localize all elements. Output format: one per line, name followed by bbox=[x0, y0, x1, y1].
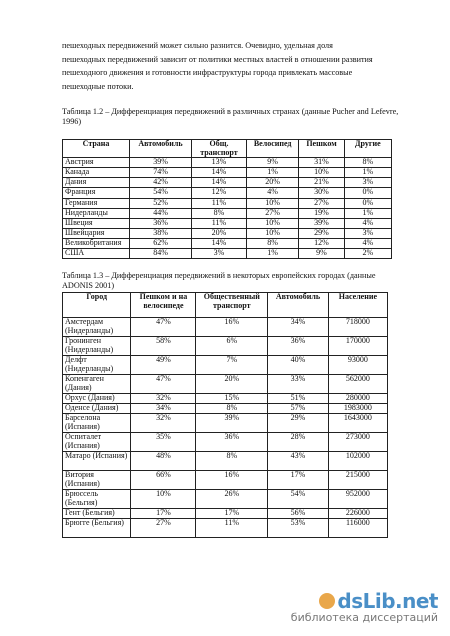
table-cell: 17% bbox=[131, 509, 196, 519]
table-cell: 84% bbox=[130, 249, 192, 259]
table-cell: 36% bbox=[130, 218, 192, 228]
table-cell: 0% bbox=[344, 198, 391, 208]
table-cell: 280000 bbox=[328, 394, 387, 404]
row-label-cell: Барселона (Испания) bbox=[63, 414, 131, 433]
table-row bbox=[63, 414, 388, 433]
table-cell: 93000 bbox=[328, 356, 387, 375]
table-cell: 47% bbox=[131, 375, 196, 394]
table-row bbox=[63, 490, 388, 509]
table-row bbox=[63, 158, 392, 168]
row-label-cell: Австрия bbox=[63, 158, 130, 168]
table-row bbox=[63, 519, 388, 538]
table-header-cell: Автомобиль bbox=[130, 140, 192, 158]
table-row bbox=[63, 375, 388, 394]
table-row bbox=[63, 452, 388, 471]
table-cell: 74% bbox=[130, 168, 192, 178]
row-label-cell: Нидерланды bbox=[63, 208, 130, 218]
table-cell: 29% bbox=[299, 228, 344, 238]
table-cell: 8% bbox=[344, 158, 391, 168]
table-cell: 3% bbox=[344, 178, 391, 188]
row-label-cell: Франция bbox=[63, 188, 130, 198]
table-row bbox=[63, 168, 392, 178]
table-cell: 9% bbox=[299, 249, 344, 259]
table-cell: 11% bbox=[191, 218, 246, 228]
table-cell: 17% bbox=[268, 471, 329, 490]
table-cell: 7% bbox=[196, 356, 268, 375]
table-cell: 39% bbox=[196, 414, 268, 433]
table-cell: 51% bbox=[268, 394, 329, 404]
table-cell: 56% bbox=[268, 509, 329, 519]
table-cell: 62% bbox=[130, 238, 192, 248]
table-cell: 40% bbox=[268, 356, 329, 375]
table-cell: 53% bbox=[268, 519, 329, 538]
table-row bbox=[63, 249, 392, 259]
table-row bbox=[63, 509, 388, 519]
table-cell: 27% bbox=[299, 198, 344, 208]
row-label-cell: Копенгаген (Дания) bbox=[63, 375, 131, 394]
table-cell: 20% bbox=[196, 375, 268, 394]
table-cell: 32% bbox=[131, 414, 196, 433]
table-header-cell: Страна bbox=[63, 140, 130, 158]
table-row bbox=[63, 356, 388, 375]
table-cell: 49% bbox=[131, 356, 196, 375]
table-row bbox=[63, 404, 388, 414]
paragraph-line: пешеходных передвижений может сильно разнится. Очевидно, удельная доля bbox=[62, 41, 333, 50]
row-label-cell: Брюссель (Бельгия) bbox=[63, 490, 131, 509]
row-label-cell: Оспиталет (Испания) bbox=[63, 433, 131, 452]
table-cell: 6% bbox=[196, 337, 268, 356]
table-cell: 4% bbox=[246, 188, 298, 198]
table-row bbox=[63, 394, 388, 404]
paragraph-line: пешеходного движения и готовности инфраструктуры города привлекать массовые bbox=[62, 68, 353, 78]
table2-caption: Таблица 1.3 – Дифференциация передвижений в некоторых европейских городах (данные ADONIS 2001) bbox=[62, 271, 376, 290]
table-cell: 32% bbox=[131, 394, 196, 404]
table-row bbox=[63, 188, 392, 198]
row-label-cell: Дания bbox=[63, 178, 130, 188]
table-cell: 27% bbox=[131, 519, 196, 538]
paragraph-line: пешеходных передвижений зависит от политики местных властей в отношении развития bbox=[62, 54, 373, 64]
row-label-cell: Гронинген (Нидерланды) bbox=[63, 337, 131, 356]
table-cell: 952000 bbox=[328, 490, 387, 509]
table-header-cell: Пешком и на велосипеде bbox=[131, 293, 196, 318]
table-cell: 718000 bbox=[328, 318, 387, 337]
table-cell: 48% bbox=[131, 452, 196, 471]
paragraph-line: пешеходные потоки. bbox=[62, 81, 134, 91]
table-cell: 54% bbox=[130, 188, 192, 198]
table-row bbox=[63, 337, 388, 356]
table-country-travel-split bbox=[62, 139, 392, 259]
table-cell: 12% bbox=[191, 188, 246, 198]
row-label-cell: Матаро (Испания) bbox=[63, 452, 131, 471]
table-cell: 27% bbox=[246, 208, 298, 218]
watermark-logo bbox=[291, 589, 438, 624]
table-cell: 10% bbox=[246, 228, 298, 238]
row-label-cell: Великобритания bbox=[63, 238, 130, 248]
table-row bbox=[63, 208, 392, 218]
table-cell: 10% bbox=[299, 168, 344, 178]
table-cell: 13% bbox=[191, 158, 246, 168]
table-cell: 273000 bbox=[328, 433, 387, 452]
table-cell: 52% bbox=[130, 198, 192, 208]
table-cell: 21% bbox=[299, 178, 344, 188]
table1-caption: Таблица 1.2 – Дифференциация передвижений в различных странах (данные Pucher and Lefevre, 1996) bbox=[62, 107, 399, 126]
table-cell: 31% bbox=[299, 158, 344, 168]
table-cell: 19% bbox=[299, 208, 344, 218]
table-cell: 28% bbox=[268, 433, 329, 452]
table-cell: 10% bbox=[246, 198, 298, 208]
table-cell: 39% bbox=[130, 158, 192, 168]
row-label-cell: Швеция bbox=[63, 218, 130, 228]
row-label-cell: Оденсе (Дания) bbox=[63, 404, 131, 414]
table-header-cell: Общественный транспорт bbox=[196, 293, 268, 318]
table-cell: 8% bbox=[196, 404, 268, 414]
table-cell: 10% bbox=[131, 490, 196, 509]
table-cell: 39% bbox=[299, 218, 344, 228]
table-cell: 1% bbox=[344, 168, 391, 178]
table-cell: 4% bbox=[344, 218, 391, 228]
table-cell: 16% bbox=[196, 318, 268, 337]
row-label-cell: США bbox=[63, 249, 130, 259]
table-cell: 10% bbox=[246, 218, 298, 228]
table-cell: 562000 bbox=[328, 375, 387, 394]
table-cell: 42% bbox=[130, 178, 192, 188]
table-cell: 47% bbox=[131, 318, 196, 337]
row-label-cell: Делфт (Нидерланды) bbox=[63, 356, 131, 375]
table-cell: 14% bbox=[191, 168, 246, 178]
table-cell: 58% bbox=[131, 337, 196, 356]
table-cell: 17% bbox=[196, 509, 268, 519]
table-cell: 215000 bbox=[328, 471, 387, 490]
table-header-cell: Население bbox=[328, 293, 387, 318]
table-header-cell: Другие bbox=[344, 140, 391, 158]
table-cell: 54% bbox=[268, 490, 329, 509]
table-cell: 26% bbox=[196, 490, 268, 509]
body-paragraph bbox=[62, 39, 388, 93]
table-header-cell: Автомобиль bbox=[268, 293, 329, 318]
table-header-cell: Общ. транспорт bbox=[191, 140, 246, 158]
table-cell: 44% bbox=[130, 208, 192, 218]
table-cell: 43% bbox=[268, 452, 329, 471]
table-cell: 12% bbox=[299, 238, 344, 248]
table-cell: 66% bbox=[131, 471, 196, 490]
table-cell: 3% bbox=[191, 249, 246, 259]
row-label-cell: Гент (Бельгия) bbox=[63, 509, 131, 519]
table-cell: 30% bbox=[299, 188, 344, 198]
table-header-cell: Велосипед bbox=[246, 140, 298, 158]
table-cell: 20% bbox=[191, 228, 246, 238]
table-cell: 8% bbox=[191, 208, 246, 218]
table-cell: 15% bbox=[196, 394, 268, 404]
table-cell: 116000 bbox=[328, 519, 387, 538]
table-cell: 0% bbox=[344, 188, 391, 198]
table-cell: 38% bbox=[130, 228, 192, 238]
table-cell: 226000 bbox=[328, 509, 387, 519]
row-label-cell: Швейцария bbox=[63, 228, 130, 238]
row-label-cell: Брюгге (Бельгия) bbox=[63, 519, 131, 538]
table-cell: 34% bbox=[131, 404, 196, 414]
table-header-cell: Город bbox=[63, 293, 131, 318]
table-cell: 14% bbox=[191, 178, 246, 188]
row-label-cell: Германия bbox=[63, 198, 130, 208]
table-row bbox=[63, 218, 392, 228]
table-cell: 29% bbox=[268, 414, 329, 433]
table-cell: 35% bbox=[131, 433, 196, 452]
table-cell: 9% bbox=[246, 158, 298, 168]
table-row bbox=[63, 228, 392, 238]
table-cell: 34% bbox=[268, 318, 329, 337]
table-cell: 8% bbox=[246, 238, 298, 248]
table-cell: 102000 bbox=[328, 452, 387, 471]
table-row bbox=[63, 433, 388, 452]
table-header-cell: Пешком bbox=[299, 140, 344, 158]
watermark-subtitle: библиотека диссертаций bbox=[290, 611, 438, 624]
row-label-cell: Витория (Испания) bbox=[63, 471, 131, 490]
table-cell: 11% bbox=[191, 198, 246, 208]
watermark-logo-text: dsLib.net bbox=[337, 589, 438, 613]
table-cell: 1% bbox=[344, 208, 391, 218]
row-label-cell: Канада bbox=[63, 168, 130, 178]
table-row bbox=[63, 318, 388, 337]
table-cell: 36% bbox=[196, 433, 268, 452]
table-row bbox=[63, 198, 392, 208]
library-logo-icon bbox=[319, 593, 335, 609]
table-cell: 8% bbox=[196, 452, 268, 471]
table-cell: 4% bbox=[344, 238, 391, 248]
table-cell: 2% bbox=[344, 249, 391, 259]
row-label-cell: Орхус (Дания) bbox=[63, 394, 131, 404]
table-cell: 33% bbox=[268, 375, 329, 394]
row-label-cell: Амстердам (Нидерланды) bbox=[63, 318, 131, 337]
table-cell: 1% bbox=[246, 249, 298, 259]
table-cell: 14% bbox=[191, 238, 246, 248]
table-cell: 16% bbox=[196, 471, 268, 490]
table-city-travel-split bbox=[62, 292, 388, 538]
table-row bbox=[63, 238, 392, 248]
table-row bbox=[63, 178, 392, 188]
table-cell: 1643000 bbox=[328, 414, 387, 433]
table-cell: 57% bbox=[268, 404, 329, 414]
table-cell: 36% bbox=[268, 337, 329, 356]
table-cell: 20% bbox=[246, 178, 298, 188]
table-row bbox=[63, 471, 388, 490]
table-cell: 3% bbox=[344, 228, 391, 238]
table-cell: 1% bbox=[246, 168, 298, 178]
table-cell: 11% bbox=[196, 519, 268, 538]
table-cell: 170000 bbox=[328, 337, 387, 356]
table-cell: 1983000 bbox=[328, 404, 387, 414]
